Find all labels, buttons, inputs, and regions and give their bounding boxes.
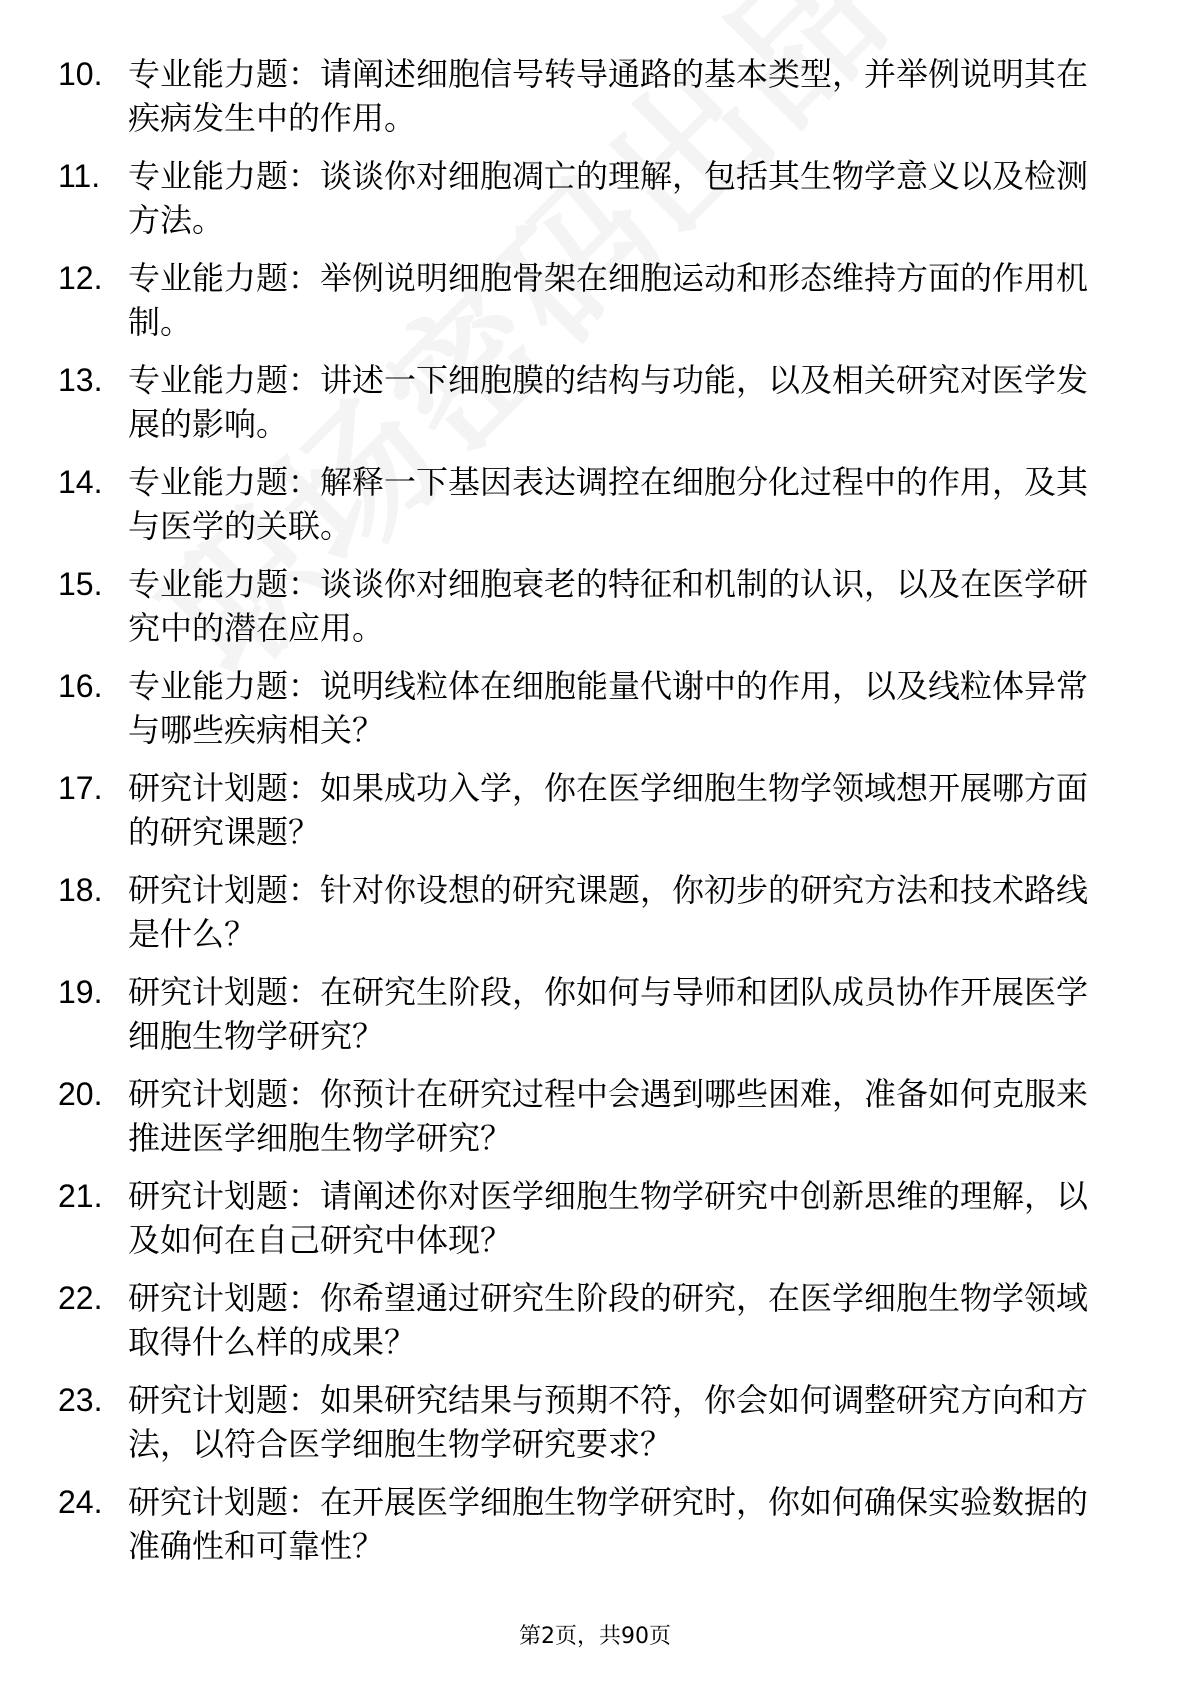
- list-item: [58, 766, 1108, 854]
- question-text: 专业能力题：谈谈你对细胞衰老的特征和机制的认识，以及在医学研究中的潜在应用。: [128, 565, 1089, 647]
- question-number: 24.: [58, 1484, 103, 1520]
- question-text: 研究计划题：你希望通过研究生阶段的研究，在医学细胞生物学领域取得什么样的成果？: [128, 1279, 1089, 1361]
- question-text: 研究计划题：在开展医学细胞生物学研究时，你如何确保实验数据的准确性和可靠性？: [128, 1483, 1089, 1565]
- question-number: 11.: [58, 158, 101, 194]
- question-text: 研究计划题：请阐述你对医学细胞生物学研究中创新思维的理解，以及如何在自己研究中体现？: [128, 1177, 1089, 1259]
- question-text: 研究计划题：如果研究结果与预期不符，你会如何调整研究方向和方法，以符合医学细胞生物学研究要求？: [128, 1381, 1089, 1463]
- list-item: [58, 154, 1108, 242]
- question-number: 10.: [58, 56, 103, 92]
- question-text: 研究计划题：针对你设想的研究课题，你初步的研究方法和技术路线是什么？: [128, 871, 1089, 953]
- question-text: 专业能力题：举例说明细胞骨架在细胞运动和形态维持方面的作用机制。: [128, 259, 1089, 341]
- list-item: [58, 1480, 1108, 1568]
- question-text: 专业能力题：解释一下基因表达调控在细胞分化过程中的作用，及其与医学的关联。: [128, 463, 1089, 545]
- list-item: [58, 460, 1108, 548]
- list-item: [58, 358, 1108, 446]
- question-number: 15.: [58, 566, 103, 602]
- question-number: 18.: [58, 872, 103, 908]
- question-text: 研究计划题：在研究生阶段，你如何与导师和团队成员协作开展医学细胞生物学研究？: [128, 973, 1089, 1055]
- list-item: [58, 1072, 1108, 1160]
- question-number: 14.: [58, 464, 103, 500]
- list-item: [58, 52, 1108, 140]
- question-number: 22.: [58, 1280, 103, 1316]
- list-item: [58, 664, 1108, 752]
- list-item: [58, 256, 1108, 344]
- question-number: 23.: [58, 1382, 103, 1418]
- question-number: 20.: [58, 1076, 103, 1112]
- question-text: 专业能力题：讲述一下细胞膜的结构与功能，以及相关研究对医学发展的影响。: [128, 361, 1089, 443]
- question-number: 19.: [58, 974, 103, 1010]
- list-item: [58, 1174, 1108, 1262]
- list-item: [58, 1378, 1108, 1466]
- list-item: [58, 562, 1108, 650]
- page-footer: 第2页，共90页: [519, 1624, 671, 1649]
- question-list: [58, 52, 1108, 1582]
- list-item: [58, 1276, 1108, 1364]
- question-text: 专业能力题：请阐述细胞信号转导通路的基本类型，并举例说明其在疾病发生中的作用。: [128, 55, 1089, 137]
- question-number: 12.: [58, 260, 103, 296]
- question-number: 21.: [58, 1178, 103, 1214]
- question-number: 13.: [58, 362, 103, 398]
- question-number: 17.: [58, 770, 103, 806]
- question-text: 研究计划题：你预计在研究过程中会遇到哪些困难，准备如何克服来推进医学细胞生物学研究？: [128, 1075, 1089, 1157]
- question-text: 专业能力题：谈谈你对细胞凋亡的理解，包括其生物学意义以及检测方法。: [128, 157, 1089, 239]
- question-text: 专业能力题：说明线粒体在细胞能量代谢中的作用，以及线粒体异常与哪些疾病相关？: [128, 667, 1089, 749]
- question-number: 16.: [58, 668, 103, 704]
- list-item: [58, 868, 1108, 956]
- list-item: [58, 970, 1108, 1058]
- question-text: 研究计划题：如果成功入学，你在医学细胞生物学领域想开展哪方面的研究课题？: [128, 769, 1089, 851]
